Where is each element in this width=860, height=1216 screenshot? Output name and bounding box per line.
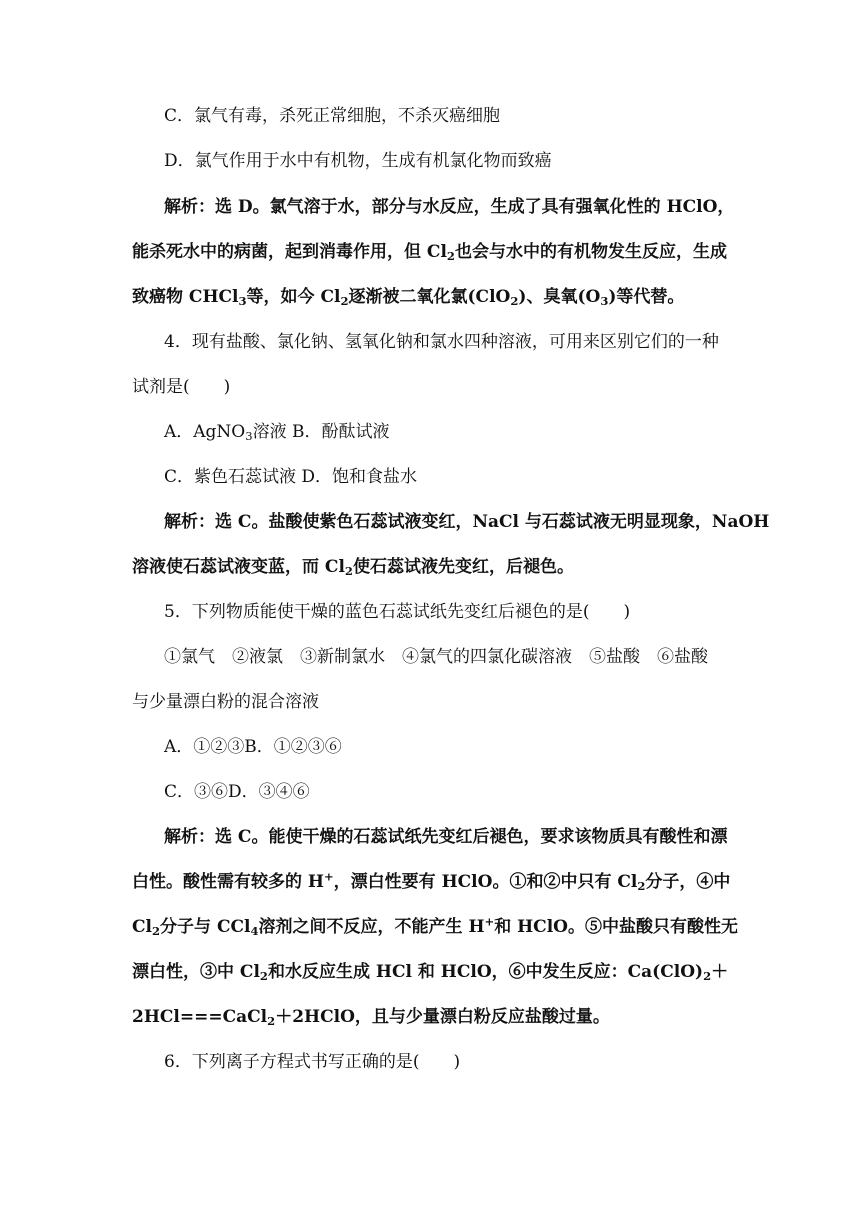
- q5-explanation-line5: 2HCl===CaCl$_2$＋2HClO，且与少量漂白粉反应盐酸过量。: [132, 1007, 610, 1028]
- q5-options-ab: A．①②③B．①②③⑥: [164, 737, 342, 757]
- q5-stem: 5．下列物质能使干燥的蓝色石蕊试纸先变红后褪色的是( ): [164, 602, 631, 622]
- q5-items-line1: ①氯气 ②液氯 ③新制氯水 ④氯气的四氯化碳溶液 ⑤盐酸 ⑥盐酸: [164, 647, 708, 667]
- q5-explanation-line2: 白性。酸性需有较多的 H+，漂白性要有 HClO。①和②中只有 $Cl_2$分子，④中: [132, 869, 731, 893]
- q5-explanation-line4: 漂白性，③中 $Cl_2$和水反应生成 HCl 和 HClO，⑥中发生反应：$Ca(ClO)_2+$: [132, 962, 729, 983]
- q4-stem-line1: 4．现有盐酸、氯化钠、氢氧化钠和氯水四种溶液，可用来区别它们的一种: [164, 332, 719, 352]
- q3-explanation-line1: 解析：选 D。氯气溶于水，部分与水反应，生成了具有强氧化性的 HClO，: [164, 197, 735, 217]
- q5-options-cd: C．③⑥D．③④⑥: [164, 782, 310, 802]
- q3-explanation-line3: 致癌物 CHCl$_3$等，如今 $Cl_2$逐渐被二氧化氯(ClO$_2$)、臭氧$(O_3)$等代替。: [132, 287, 685, 308]
- q4-options-cd: C．紫色石蕊试液 D．饱和食盐水: [164, 467, 418, 487]
- q4-explanation-line2: 溶液使石蕊试液变蓝，而 $Cl_2$使石蕊试液先变红，后褪色。: [132, 557, 574, 578]
- q5-explanation-line3: $Cl_2$分子与 CCl$_4$溶剂之间不反应，不能产生 H+和 HClO。⑤中盐酸只有酸性无: [132, 914, 738, 938]
- q5-items-line2: 与少量漂白粉的混合溶液: [132, 692, 319, 712]
- q4-stem-line2: 试剂是( ): [132, 377, 231, 397]
- q3-option-c: C．氯气有毒，杀死正常细胞，不杀灭癌细胞: [164, 106, 501, 126]
- q5-explanation-line1: 解析：选 C。能使干燥的石蕊试纸先变红后褪色，要求该物质具有酸性和漂: [164, 827, 728, 847]
- q3-option-d: D．氯气作用于水中有机物，生成有机氯化物而致癌: [164, 151, 552, 171]
- q6-stem: 6．下列离子方程式书写正确的是( ): [164, 1052, 461, 1072]
- q4-explanation-line1: 解析：选 C。盐酸使紫色石蕊试液变红，NaCl 与石蕊试液无明显现象，NaOH: [164, 512, 770, 532]
- q3-explanation-line2: 能杀死水中的病菌，起到消毒作用，但 $Cl_2$也会与水中的有机物发生反应，生成: [132, 242, 727, 263]
- q4-options-ab: A．AgNO$_3$溶液 B．酚酞试液: [164, 422, 390, 443]
